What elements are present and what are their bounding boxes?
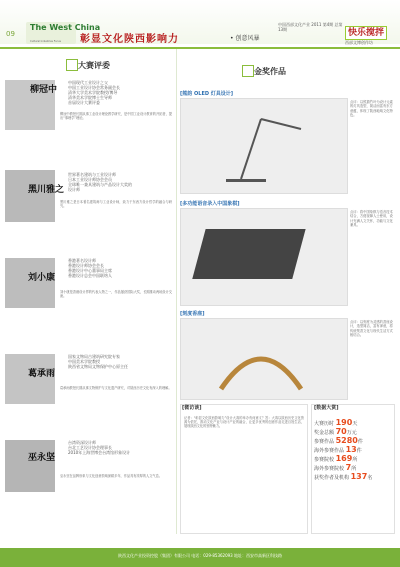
judge-name: 柳冠中	[30, 85, 58, 95]
logo-subtitle: Cultural Industries Focus	[30, 40, 61, 43]
header-banner: 彰显文化陕西影响力	[80, 34, 179, 45]
judge-name: 黑川雅之	[28, 185, 65, 195]
chess-illustration	[181, 209, 347, 305]
work-desc: 点评：以熊猫竹叶为设计元素的灯具造型，简洁而富有东方意蕴，体现了陕西地域文化特色。	[350, 100, 393, 118]
judge-bio: 葛承雨教授长期从事文物保护与文化遗产研究，对陕西历史文化有深入的理解。	[60, 386, 172, 390]
judge-photo	[5, 258, 55, 308]
judge-photo	[5, 354, 55, 404]
judge-bio: 刘小康是香港设计界的代表人物之一，作品屡获国际大奖，长期推动两地设计交流。	[60, 290, 172, 299]
tag-subtitle: 西部文博创作坊	[345, 40, 373, 45]
judge-name: 巫永坚	[28, 453, 56, 463]
work-image-lamp	[180, 98, 348, 194]
work-image-chess	[180, 208, 348, 306]
work-title: [熊韵 OLED 灯具设计]	[180, 91, 234, 97]
work-image-incense	[180, 318, 348, 400]
incense-illustration	[181, 319, 347, 399]
stat-row: 参赛院校 169所	[314, 454, 358, 463]
judge-photo	[5, 170, 55, 222]
stats-title: [数据大赏]	[314, 405, 339, 411]
header-banner-sub: • 创意风暴	[230, 35, 260, 42]
work-title: [刻度香座]	[180, 311, 205, 317]
section-marker	[242, 65, 254, 77]
publication-info: 中国西部文化产业 2011 第4期 总第13期	[278, 22, 343, 32]
work-desc: 点评：以刻度为灵感的香座设计，造型简洁，富有禅意，将传统焚香文化与现代生活方式相结合。	[350, 320, 393, 338]
judge-name: 刘小康	[28, 273, 56, 283]
stat-row: 奖金总额 70万元	[314, 427, 357, 436]
work-title: [多功能语音录入中国象棋]	[180, 201, 240, 207]
tag-badge: 快乐搅拌	[345, 26, 387, 40]
section-works-title: 金奖作品	[254, 67, 286, 76]
judge-titles: 国家文物局古建筑研究院专家 中国美术学院教授 陕西省文物局文物保护中心原主任	[68, 354, 128, 369]
footer-text: 陕西文化产业投资控股（集团）有限公司 电话：029-85362093 地址：西安市高新区科技路	[118, 553, 282, 558]
judge-bio: 黑川雅之是日本著名建筑师与工业设计师，致力于东西方设计哲学的融合与研究。	[60, 200, 172, 209]
interview-text: 记者：“彰显文化陕西影响力”设计大赛的举办有何意义？答：大赛以陕西历史文化资源为依托，推动文化产业与设计产业的融合，让更多优秀的创意作品走进百姓生活，展现陕西文化的独特魅力。	[184, 416, 304, 429]
stat-row: 获奖作者及机构 137名	[314, 472, 373, 481]
judge-titles: 香港著名设计师 香港设计师协会会长 香港设计中心董事局主席 香港设计总会中国联络人	[68, 258, 112, 278]
section-judges-title: 大赛评委	[78, 61, 110, 70]
stat-row: 参赛作品 5280件	[314, 436, 363, 445]
judge-bio: 巫永坚在品牌形象与文化创意领域深耕多年，作品具有浓厚的人文气息。	[60, 474, 162, 478]
judge-name: 葛承雨	[28, 369, 56, 379]
page-number: 09	[6, 30, 15, 38]
stats-list	[314, 418, 392, 481]
stat-row: 大赛历时 190天	[314, 418, 358, 427]
stat-row: 海外参赛作品 13件	[314, 445, 362, 454]
interview-title: [微访谈]	[182, 405, 202, 411]
judge-titles: 台湾资深设计师 台北工艺设计协会理事长 2010年上海世博会台湾馆形象设计	[68, 440, 131, 455]
work-desc: 点评：将中国象棋与语音技术结合，方便视障人士使用，设计充满人文关怀，功能与文化兼具。	[350, 210, 393, 228]
judge-titles: 中国现代工业设计之父 中国工业设计协会常务副会长 清华大学美术学院教授/博导 清华美术学院博士生导师 首届设计大赛评委	[68, 80, 120, 105]
logo-title: The West China	[30, 23, 101, 32]
judge-titles: 世界著名建筑与工业设计师 日本工业设计师协会会员 全球唯一兼具建筑与产品设计大奖的设计师	[68, 172, 132, 192]
stat-row: 海外参赛院校 7所	[314, 463, 357, 472]
judge-photo	[5, 440, 55, 492]
judge-bio: 柳冠中教授长期从事工业设计理论教学研究，是中国工业设计教育的开拓者，提出“事理学”理论。	[60, 112, 172, 121]
lamp-illustration	[181, 99, 347, 193]
section-marker	[66, 59, 78, 71]
